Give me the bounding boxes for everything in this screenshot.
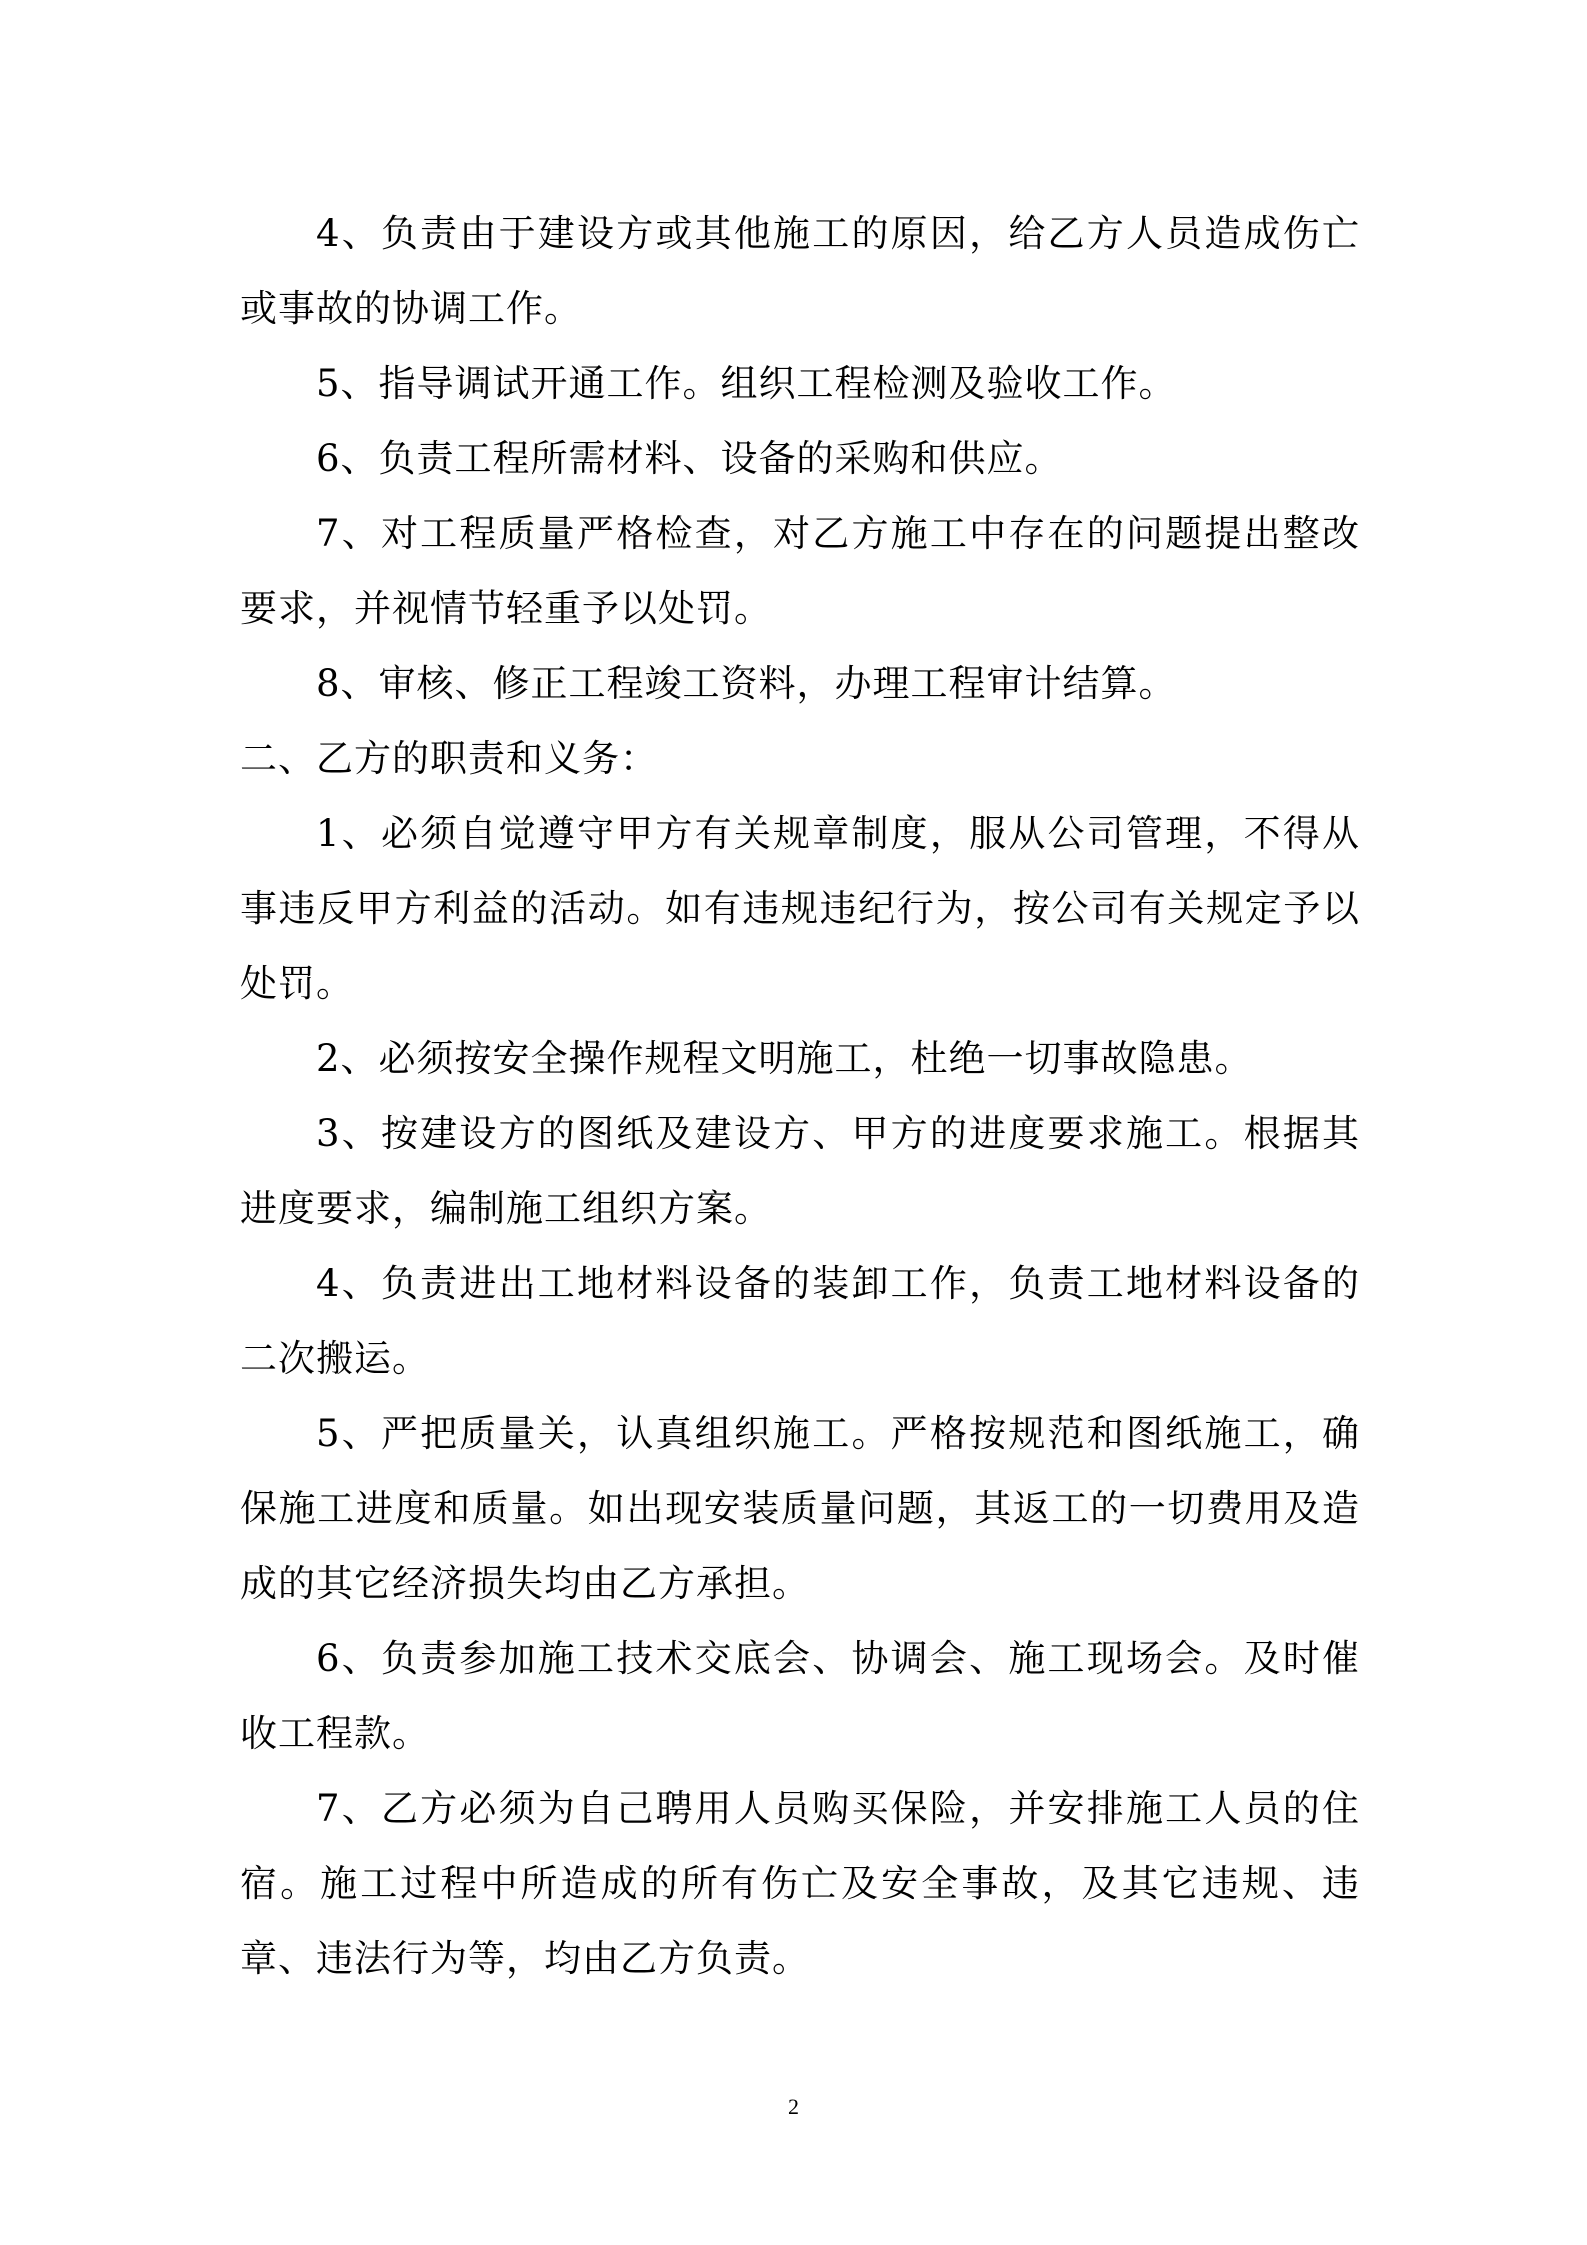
- paragraph-b-3: 3、按建设方的图纸及建设方、甲方的进度要求施工。根据其进度要求，编制施工组织方案。: [240, 1112, 1360, 1230]
- paragraph-b-4: 4、负责进出工地材料设备的装卸工作，负责工地材料设备的二次搬运。: [240, 1262, 1360, 1380]
- page-number: 2: [788, 2094, 799, 2119]
- paragraph-a-4: 4、负责由于建设方或其他施工的原因，给乙方人员造成伤亡或事故的协调工作。: [240, 212, 1360, 330]
- paragraph-b-2: 2、必须按安全操作规程文明施工，杜绝一切事故隐患。: [316, 1037, 1253, 1080]
- section-heading: 二、乙方的职责和义务：: [240, 737, 658, 780]
- paragraph-b-5: 5、严把质量关，认真组织施工。严格按规范和图纸施工，确保施工进度和质量。如出现安装质量问题，其返工的一切费用及造成的其它经济损失均由乙方承担。: [240, 1412, 1360, 1605]
- paragraph-b-7: 7、乙方必须为自己聘用人员购买保险，并安排施工人员的住宿。施工过程中所造成的所有伤亡及安全事故，及其它违规、违章、违法行为等，均由乙方负责。: [240, 1787, 1360, 1980]
- document-body: [240, 196, 1360, 1996]
- paragraph-a-5: 5、指导调试开通工作。组织工程检测及验收工作。: [316, 362, 1177, 405]
- paragraph-a-6: 6、负责工程所需材料、设备的采购和供应。: [316, 437, 1063, 480]
- paragraph-a-7: 7、对工程质量严格检查，对乙方施工中存在的问题提出整改要求，并视情节轻重予以处罚。: [240, 512, 1360, 630]
- paragraph-a-8: 8、审核、修正工程竣工资料，办理工程审计结算。: [316, 662, 1177, 705]
- paragraph-b-6: 6、负责参加施工技术交底会、协调会、施工现场会。及时催收工程款。: [240, 1637, 1360, 1755]
- paragraph-b-1: 1、必须自觉遵守甲方有关规章制度，服从公司管理，不得从事违反甲方利益的活动。如有违规违纪行为，按公司有关规定予以处罚。: [240, 812, 1360, 1005]
